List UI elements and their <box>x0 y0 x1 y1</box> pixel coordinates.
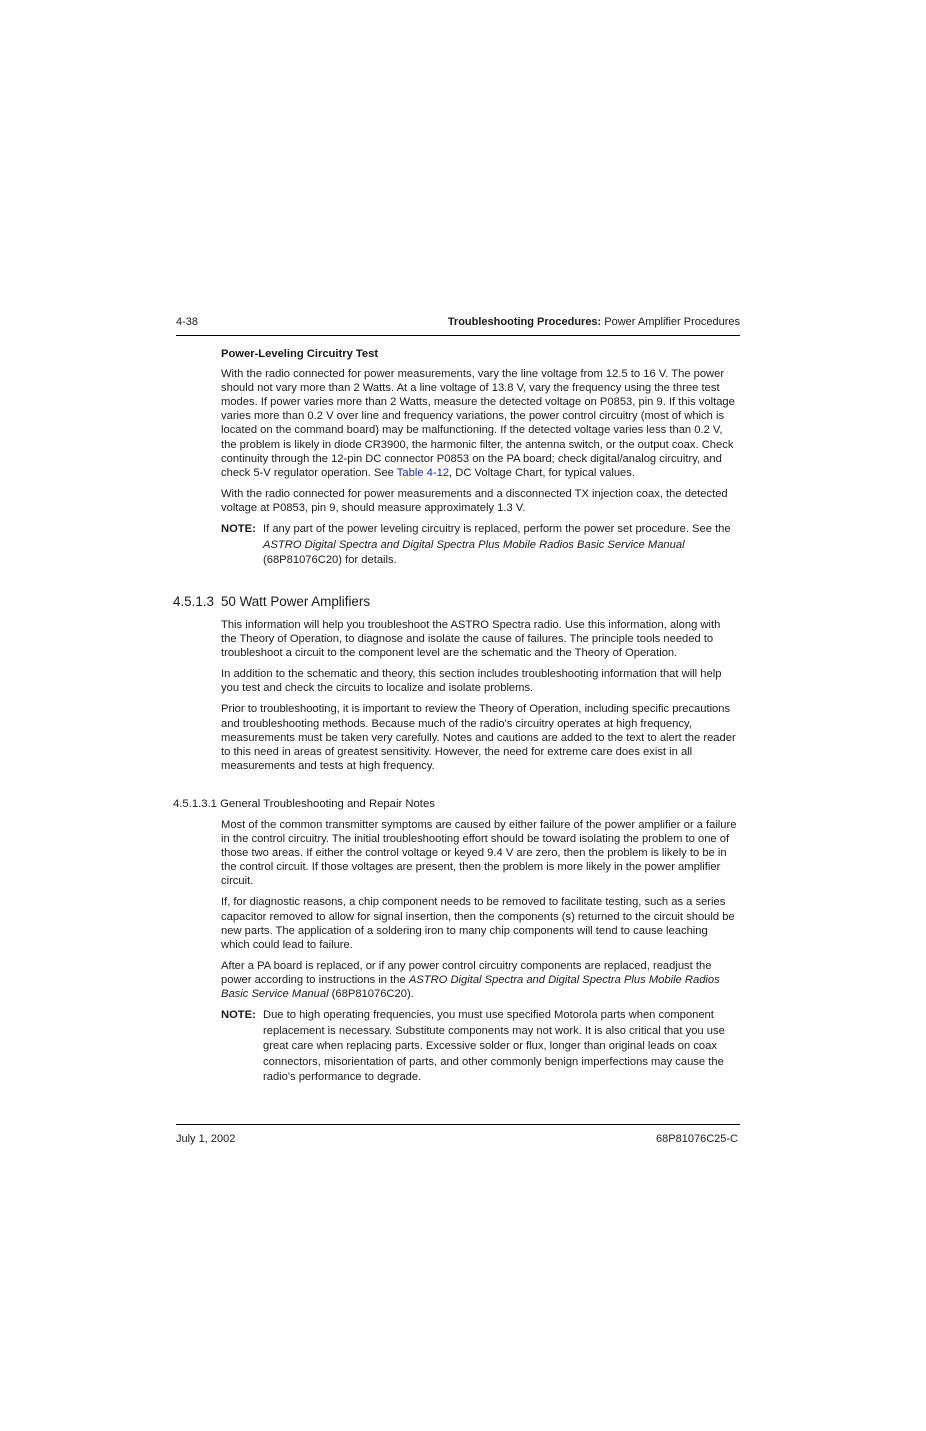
power-leveling-paragraph-1 <box>221 367 737 480</box>
running-title-subsection: Power Amplifier Procedures <box>601 316 740 328</box>
note-label: NOTE: <box>221 1009 256 1022</box>
section-45131-body <box>221 818 737 1093</box>
footer-doc-number: 68P81076C25-C <box>656 1133 738 1145</box>
note-label: NOTE: <box>221 523 256 536</box>
section-4513-heading <box>173 594 370 609</box>
note-power-set <box>221 522 737 569</box>
section-4513-paragraph-2: In addition to the schematic and theory, this section includes troubleshooting information that will help you test and check the circuits to localize and isolate problems. <box>221 668 722 695</box>
paragraph-text: , DC Voltage Chart, for typical values. <box>449 466 635 479</box>
note-text <box>263 522 737 569</box>
power-leveling-heading: Power-Leveling Circuitry Test <box>221 348 379 360</box>
manual-title: ASTRO Digital Spectra and Digital Spectra Plus Mobile Radios Basic Service Manual <box>263 538 685 551</box>
section-45131-paragraph-2: If, for diagnostic reasons, a chip component needs to be removed to facilitate testing, such as a series capacitor removed to allow for signal insertion, then the components (s) returned to the circuit should be new parts. The application of a soldering iron to many chip components will tend to cause leaching which could lead to failure. <box>221 896 735 951</box>
note-motorola-parts <box>221 1008 737 1086</box>
section-4513-body <box>221 618 737 780</box>
running-title <box>448 316 740 328</box>
paragraph-text: (68P81076C20). <box>328 988 414 1001</box>
power-leveling-block <box>221 347 737 576</box>
header-rule <box>176 335 740 336</box>
section-title: 50 Watt Power Amplifiers <box>220 594 371 609</box>
footer-date: July 1, 2002 <box>176 1133 236 1145</box>
section-45131-heading: 4.5.1.3.1 General Troubleshooting and Repair Notes <box>173 798 435 810</box>
page-number: 4-38 <box>176 316 199 328</box>
note-text-part: (68P81076C20) for details. <box>263 554 397 567</box>
power-leveling-paragraph-2: With the radio connected for power measurements and a disconnected TX injection coax, the detected voltage at P0853, pin 9, should measure approximately 1.3 V. <box>221 487 728 514</box>
note-text-part: If any part of the power leveling circuitry is replaced, perform the power set procedure. See the <box>263 523 731 536</box>
section-45131-paragraph-3 <box>221 959 737 1001</box>
paragraph-text: After a PA board is replaced, or if any power control circuitry components are replaced, readjust the power according to instructions in the <box>221 959 712 986</box>
section-4513-paragraph-3: Prior to troubleshooting, it is important to review the Theory of Operation, including specific precautions and troubleshooting methods. Because much of the radio's circuitry operates at high frequency, measurements must be taken very carefully. Notes and cautions are added to the text to alert the reader to this need in areas of greatest sensitivity. However, the need for extreme care does exist in all measurements and tests at high frequency. <box>221 703 736 772</box>
section-45131-paragraph-1: Most of the common transmitter symptoms are caused by either failure of the power amplifier or a failure in the control circuitry. The initial troubleshooting effort should be toward isolating the problem to one of those two areas. If either the control voltage or keyed 9.4 V are zero, then the problem is likely to be in the control circuit. If those voltages are present, then the problem is more likely in the power amplifier circuit. <box>221 819 737 888</box>
page-header <box>176 316 740 336</box>
footer-rule <box>176 1124 740 1125</box>
note-text: Due to high operating frequencies, you must use specified Motorola parts when component replacement is necessary. Substitute components may not work. It is also critical that you use great care when replacing parts. Excessive solder or flux, longer than original leads on coax connectors, misorientation of parts, and other commonly benign imperfections may cause the radio's performance to degrade. <box>263 1009 725 1084</box>
section-4513-paragraph-1: This information will help you troubleshoot the ASTRO Spectra radio. Use this information, along with the Theory of Operation, to diagnose and isolate the cause of failures. The principle tools needed to troubleshoot a circuit to the component level are the schematic and the Theory of Operation. <box>221 619 721 660</box>
running-title-section: Troubleshooting Procedures: <box>447 316 602 328</box>
manual-title: ASTRO Digital Spectra and Digital Spectra Plus Mobile Radios Basic Service Manual <box>221 973 720 1001</box>
paragraph-text: With the radio connected for power measurements, vary the line voltage from 12.5 to 16 V. The power should not vary more than 2 Watts. At a line voltage of 13.8 V, vary the frequency using the three test modes. If power varies more than 2 Watts, measure the detected voltage on P0853, pin 9. If this voltage varies more than 0.2 V over line and frequency variations, the power control circuitry (most of which is located on the command board) may be malfunctioning. If the detected voltage varies less than 0.2 V, the problem is likely in diode CR3900, the harmonic filter, the antenna switch, or the output coax. Check continuity through the 12-pin DC connector P0853 on the PA board; check digital/analog circuitry, and check 5-V regulator operation. See <box>221 368 735 479</box>
section-number: 4.5.1.3 <box>173 594 214 609</box>
table-4-12-link[interactable]: Table 4-12 <box>396 466 450 479</box>
